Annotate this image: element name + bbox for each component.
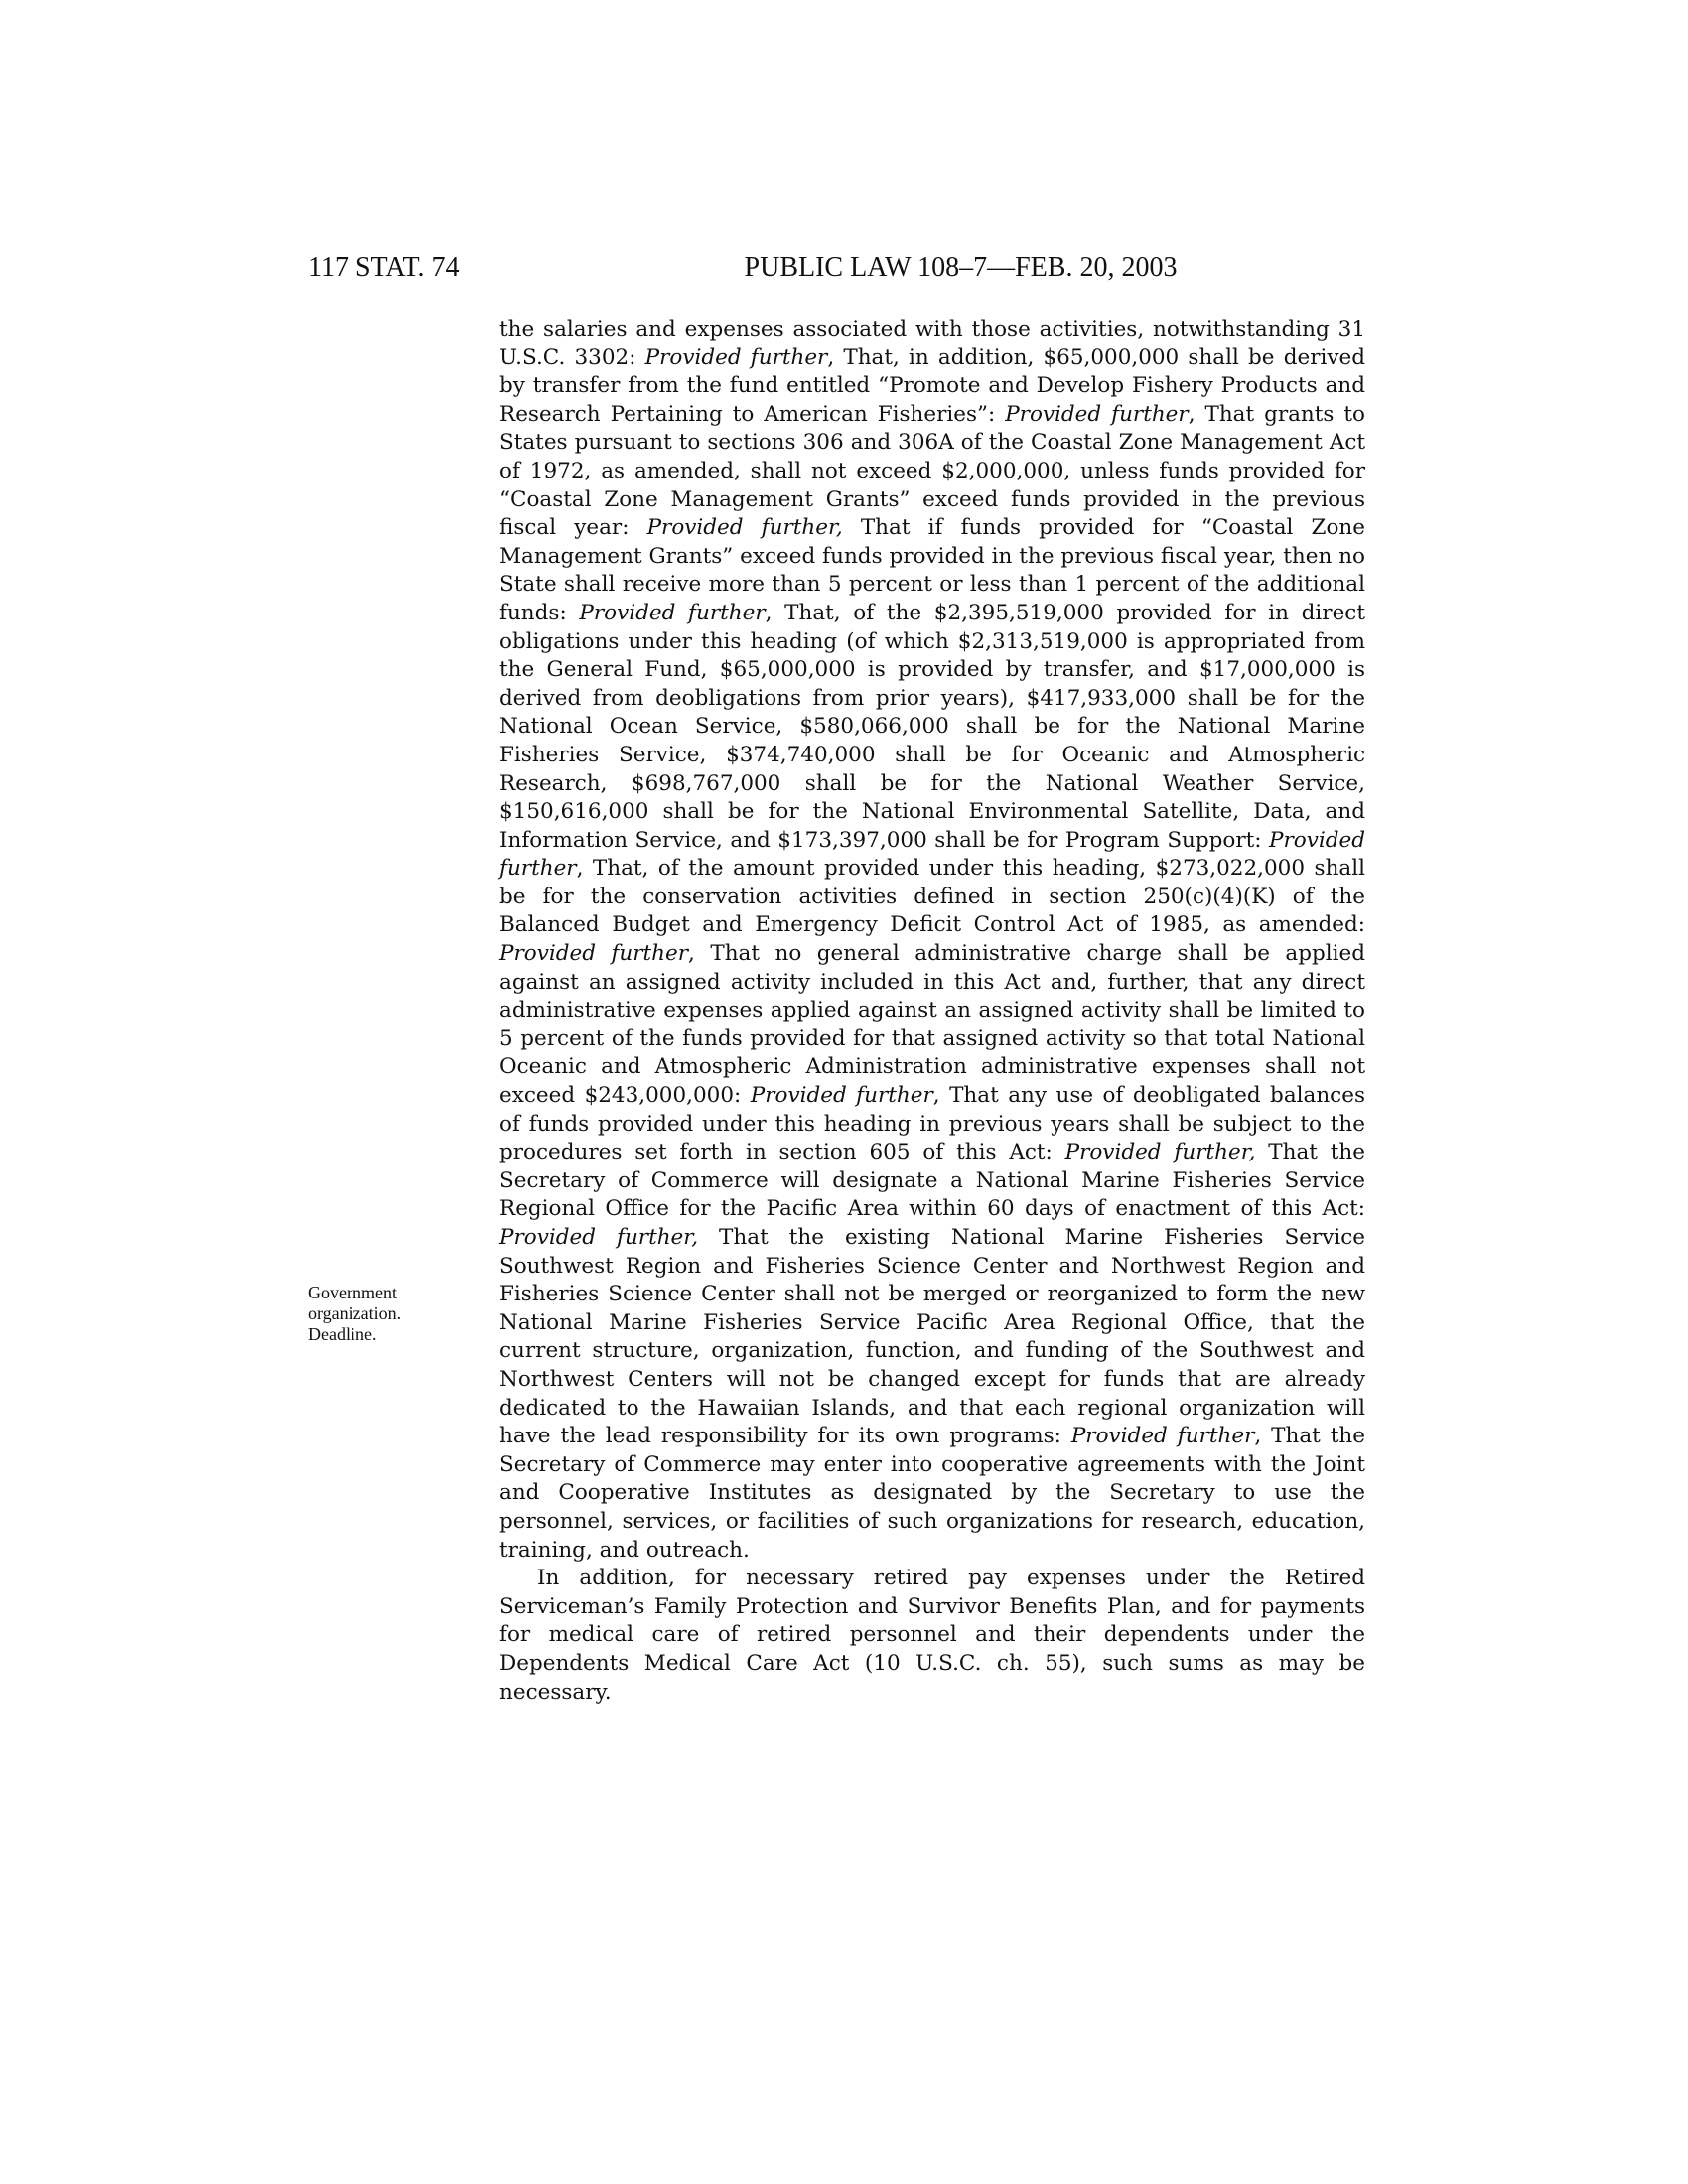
text-run: That the Secretary of Commerce will designate a National Marine Fisheries Service Regional Office for the Pacific Area within 60 days of enactment of this Act:: [499, 1140, 1365, 1222]
text-run: , That grants to States pursuant to sections 306 and 306A of the Coastal Zone Management Act of 1972, as amended, shall not exceed $2,000,000, unless funds provided for “Coastal Zone Management Grants” exceed funds provided in the previous fiscal year:: [499, 401, 1365, 541]
text-run: In addition, for necessary retired pay expenses under the Retired Serviceman’s Family Protection and Survivor Benefits Plan, and for payments for medical care of retired personnel and their dependents under the Dependents Medical Care Act (10 U.S.C. ch. 55), such sums as may be necessary.: [499, 1566, 1365, 1705]
italic-proviso: Provided further,: [1064, 1140, 1256, 1165]
italic-proviso: Provided further,: [646, 515, 843, 541]
margin-note-line: Government: [308, 1283, 397, 1302]
text-run: , That no general administrative charge shall be applied against an assigned activity included in this Act and, further, that any direct administrative expenses applied against an assigned activity shall be limited to 5 percent of the funds provided for that assigned activity so that total National Oceanic and Atmospheric Administration administrative expenses shall not exceed $243,000,000:: [499, 941, 1365, 1109]
italic-proviso: Provided further: [750, 1083, 933, 1109]
paragraph: [499, 1565, 1365, 1706]
text-run: , That any use of deobligated balances of funds provided under this heading in previous years shall be subject to the procedures set forth in section 605 of this Act:: [499, 1083, 1365, 1165]
paragraph: [499, 316, 1365, 1565]
margin-note: [308, 1283, 496, 1345]
text-run: , That, of the $2,395,519,000 provided for in direct obligations under this heading (of which $2,313,519,000 is appropriated from the General Fund, $65,000,000 is provided by transfer, and $17,000,000 is derived from deobligations from prior years), $417,933,000 shall be for the National Ocean Service, $580,066,000 shall be for the National Marine Fisheries Service, $374,740,000 shall be for Oceanic and Atmospheric Research, $698,767,000 shall be for the National Weather Service, $150,616,000 shall be for the National Environmental Satellite, Data, and Information Service, and $173,397,000 shall be for Program Support:: [499, 600, 1365, 853]
body-text: [499, 316, 1365, 1706]
text-run: That if funds provided for “Coastal Zone Management Grants” exceed funds provided in the previous fiscal year, then no State shall receive more than 5 percent or less than 1 percent of the additional funds:: [499, 515, 1365, 625]
text-run: , That, of the amount provided under this heading, $273,022,000 shall be for the conservation activities defined in section 250(c)(4)(K) of the Balanced Budget and Emergency Deficit Control Act of 1985, as amended:: [499, 856, 1365, 938]
margin-note-line: organization.: [308, 1303, 402, 1323]
running-title: PUBLIC LAW 108–7—FEB. 20, 2003: [744, 252, 1178, 283]
stat-page-reference: 117 STAT. 74: [308, 252, 460, 283]
text-run: the salaries and expenses associated with those activities, notwithstanding 31 U.S.C. 3302:: [499, 317, 1365, 370]
italic-proviso: Provided further: [499, 827, 1365, 882]
italic-proviso: Provided further: [579, 600, 766, 625]
text-run: , That the Secretary of Commerce may enter into cooperative agreements with the Joint and Cooperative Institutes as designated by the Secretary to use the personnel, services, or facilities of such organizations for research, education, training, and outreach.: [499, 1424, 1365, 1563]
text-run: That the existing National Marine Fisheries Service Southwest Region and Fisheries Science Center and Northwest Region and Fisheries Science Center shall not be merged or reorganized to form the new National Marine Fisheries Service Pacific Area Regional Office, that the current structure, organization, function, and funding of the Southwest and Northwest Centers will not be changed except for funds that are already dedicated to the Hawaiian Islands, and that each regional organization will have the lead responsibility for its own programs:: [499, 1225, 1365, 1449]
italic-proviso: Provided further: [1005, 401, 1189, 427]
text-run: , That, in addition, $65,000,000 shall be derived by transfer from the fund entitled “Promote and Develop Fishery Products and Research Pertaining to American Fisheries”:: [499, 344, 1365, 427]
italic-proviso: Provided further,: [499, 1225, 699, 1250]
italic-proviso: Provided further: [1070, 1424, 1255, 1449]
page-header: [308, 246, 1365, 290]
margin-note-line: Deadline.: [308, 1324, 377, 1344]
italic-proviso: Provided further: [499, 941, 689, 967]
italic-proviso: Provided further: [644, 344, 828, 370]
